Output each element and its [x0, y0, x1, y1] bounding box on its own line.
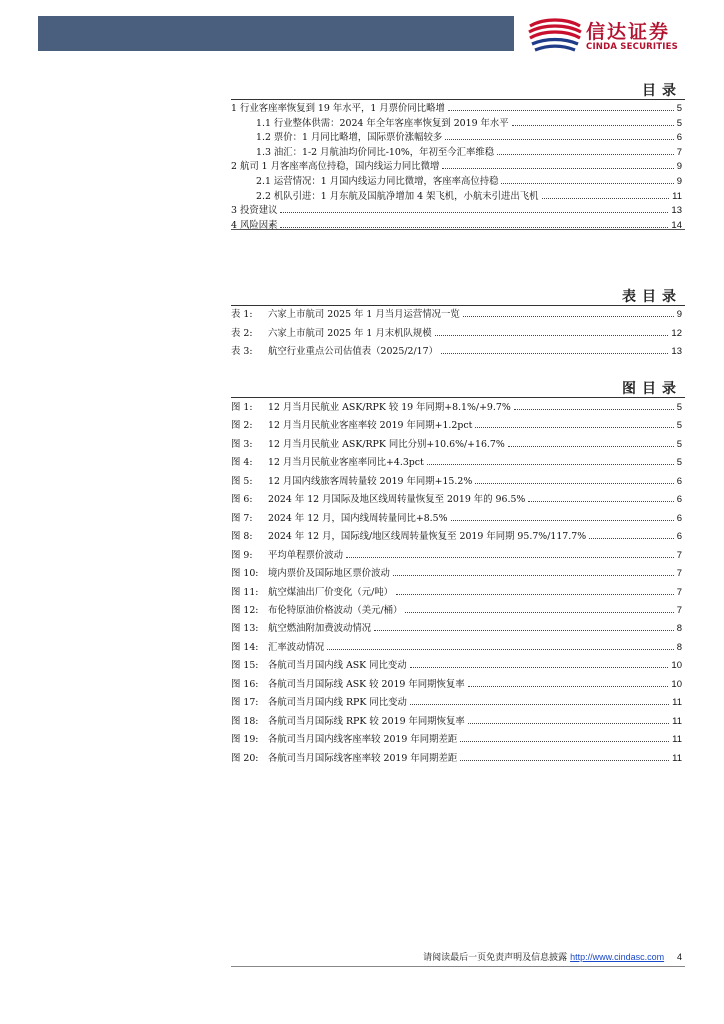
figure-entry[interactable] [231, 547, 682, 563]
toc-leader-dots [442, 159, 673, 169]
figure-entry-page: 7 [676, 549, 682, 561]
table-entry[interactable] [231, 343, 682, 359]
table-entry-number: 表 1: [231, 309, 253, 320]
figure-entry-number: 图 15: [231, 660, 259, 672]
figure-entry-number: 图 7: [231, 512, 253, 524]
figure-entry[interactable] [231, 565, 682, 581]
figure-entry-page: 6 [676, 475, 682, 487]
figure-leader-dots [475, 473, 673, 484]
toc-entry[interactable] [231, 203, 682, 218]
figure-entry[interactable] [231, 694, 682, 710]
figure-leader-dots [374, 620, 674, 631]
figure-leader-dots [528, 491, 673, 502]
footer-disclaimer: 请阅读最后一页免责声明及信息披露 [423, 953, 568, 963]
toc-leader-dots [497, 145, 674, 155]
table-entry-label: 六家上市航司 2025 年 1 月末机队规模 [268, 327, 432, 339]
figure-entry[interactable] [231, 713, 682, 729]
figure-entry-number: 图 18: [231, 715, 259, 727]
figure-entry[interactable] [231, 639, 682, 655]
figure-entry-label: 2024 年 12 月国际及地区线周转量恢复至 2019 年的 96.5% [268, 494, 526, 506]
table-entry-number: 表 3: [231, 346, 253, 357]
table-entry-number: 表 2: [231, 327, 253, 339]
figure-leader-dots [589, 528, 674, 539]
toc-leader-dots [445, 130, 673, 140]
figure-entry-page: 8 [676, 623, 682, 635]
figure-leader-dots [393, 565, 674, 576]
figure-leader-dots [451, 510, 674, 521]
figure-entry-label: 航空煤油出厂价变化（元/吨） [268, 586, 394, 598]
footer-rule [231, 966, 685, 967]
toc-entry-page: 9 [676, 161, 682, 173]
figure-entry-label: 平均单程票价波动 [268, 549, 344, 561]
toc-entry-label: 1 行业客座率恢复到 19 年水平，1 月票价同比略增 [231, 103, 445, 114]
figure-entry-number: 图 9: [231, 549, 253, 561]
toc-entry[interactable] [256, 116, 682, 131]
table-entry-label: 六家上市航司 2025 年 1 月当月运营情况一览 [268, 309, 460, 320]
tables-title: 表目录 [622, 289, 682, 305]
figure-entry[interactable] [231, 750, 682, 766]
toc-entry[interactable] [256, 174, 682, 189]
toc-entry-page: 5 [676, 103, 682, 114]
toc-leader-dots [512, 116, 674, 126]
figure-entry-number: 图 5: [231, 475, 253, 487]
table-entry-label: 航空行业重点公司估值表（2025/2/17） [268, 346, 438, 357]
toc-entry[interactable] [231, 101, 682, 116]
figure-entry-label: 各航司当月国际线 RPK 较 2019 年同期恢复率 [268, 715, 465, 727]
figure-entry-page: 6 [676, 494, 682, 506]
table-entry-page: 13 [671, 346, 682, 357]
figure-entry-label: 2024 年 12 月，国内线周转量同比+8.5% [268, 512, 448, 524]
figure-entry[interactable] [231, 491, 682, 507]
table-entry[interactable] [231, 306, 682, 322]
figure-entry-page: 10 [671, 660, 682, 672]
toc-entry-page: 11 [672, 190, 682, 202]
toc-entry-page: 7 [676, 146, 682, 158]
figure-entry-label: 各航司当月国内线客座率较 2019 年同期差距 [268, 734, 458, 746]
table-entry-page: 12 [671, 327, 682, 339]
toc-entry-label: 2.1 运营情况：1 月国内线运力同比微增，客座率高位持稳 [256, 176, 499, 187]
figure-entry-page: 7 [676, 604, 682, 616]
toc-entry[interactable] [256, 145, 682, 160]
figure-entry-label: 12 月当月民航业 ASK/RPK 较 19 年同期+8.1%/+9.7% [268, 402, 511, 413]
toc-entry-label: 1.2 票价：1 月同比略增，国际票价涨幅较多 [256, 132, 443, 144]
company-logo [526, 16, 706, 56]
figure-entry-number: 图 16: [231, 678, 259, 690]
figure-entry-number: 图 13: [231, 623, 259, 635]
toc-entry-label: 1.3 油汇：1-2 月航油均价同比-10%，年初至今汇率维稳 [256, 146, 495, 158]
figures-title: 图目录 [622, 381, 682, 397]
page-number: 4 [676, 952, 682, 962]
figure-entry-number: 图 17: [231, 697, 259, 709]
figure-entry-page: 8 [676, 641, 682, 653]
toc-entry[interactable] [256, 130, 682, 145]
table-leader-dots [441, 343, 668, 354]
toc-leader-dots [501, 174, 673, 184]
toc-top-rule [231, 99, 685, 100]
toc-entry-page: 5 [676, 117, 682, 129]
toc-entry-label: 4 风险因素 [231, 219, 278, 231]
figure-entry-label: 12 月当月民航业 ASK/RPK 同比分别+10.6%/+16.7% [268, 438, 505, 450]
figure-leader-dots [410, 657, 669, 668]
figure-entry-label: 各航司当月国际线客座率较 2019 年同期差距 [268, 752, 458, 764]
toc-entry[interactable] [231, 159, 682, 174]
toc-entry-label: 2 航司 1 月客座率高位持稳，国内线运力同比微增 [231, 161, 440, 173]
figure-entry-label: 各航司当月国内线 ASK 同比变动 [268, 660, 407, 672]
toc-bottom-rule [231, 229, 685, 230]
figure-entry-page: 10 [671, 678, 682, 690]
figure-entry-number: 图 1: [231, 402, 253, 413]
figure-entry-label: 航空燃油附加费波动情况 [268, 623, 372, 635]
figure-entry[interactable] [231, 510, 682, 526]
figure-entry[interactable] [231, 417, 682, 433]
figure-entry-label: 12 月国内线旅客周转量较 2019 年同期+15.2% [268, 475, 473, 487]
figure-leader-dots [327, 639, 673, 650]
figure-leader-dots [514, 399, 674, 410]
figure-entry[interactable] [231, 584, 682, 600]
toc-entry-page: 6 [676, 132, 682, 144]
figure-entry-page: 7 [676, 586, 682, 598]
toc-title: 目录 [642, 83, 682, 99]
figure-leader-dots [405, 602, 673, 613]
figure-entry-label: 12 月当月民航业客座率较 2019 年同期+1.2pct [268, 420, 473, 432]
figure-entry-number: 图 12: [231, 604, 259, 616]
figure-entry[interactable] [231, 620, 682, 636]
figure-entry-page: 5 [676, 402, 682, 413]
figure-leader-dots [475, 417, 673, 428]
page-footer [423, 950, 682, 963]
figure-entry-page: 11 [672, 734, 682, 746]
figure-leader-dots [410, 694, 669, 705]
toc-entry-page: 13 [671, 205, 682, 217]
figure-entry-page: 11 [672, 697, 682, 709]
figure-entry-number: 图 3: [231, 438, 253, 450]
figure-entry-page: 11 [672, 752, 682, 764]
toc-entry[interactable] [231, 218, 682, 233]
figure-entry[interactable] [231, 473, 682, 489]
figure-entry[interactable] [231, 399, 682, 415]
figure-entry-label: 布伦特原油价格波动（美元/桶） [268, 604, 403, 616]
toc-leader-dots [448, 101, 674, 111]
toc-entry[interactable] [256, 189, 682, 204]
figure-leader-dots [396, 584, 674, 595]
toc-entry-label: 2.2 机队引进：1 月东航及国航净增加 4 架飞机，小航未引进出飞机 [256, 190, 539, 202]
toc-leader-dots [280, 218, 668, 228]
logo-english-name: CINDA SECURITIES [586, 42, 678, 52]
figure-entry-page: 5 [676, 438, 682, 450]
figure-entry-number: 图 11: [231, 586, 259, 598]
figure-entry-label: 境内票价及国际地区票价波动 [268, 568, 390, 580]
table-leader-dots [463, 306, 674, 317]
header-band [38, 16, 514, 51]
toc-entry-label: 1.1 行业整体供需：2024 年全年客座率恢复到 2019 年水平 [256, 117, 509, 129]
figure-entry[interactable] [231, 454, 682, 470]
figure-entry[interactable] [231, 602, 682, 618]
figure-leader-dots [508, 436, 674, 447]
figure-entry-page: 7 [676, 568, 682, 580]
figure-entry-label: 12 月当月民航业客座率同比+4.3pct [268, 457, 424, 469]
figure-entry-page: 5 [676, 420, 682, 432]
figure-entry-number: 图 10: [231, 568, 259, 580]
figure-leader-dots [468, 676, 669, 687]
toc-entry-page: 9 [676, 176, 682, 187]
table-entry-page: 9 [676, 309, 682, 320]
figure-entry-label: 各航司当月国际线 ASK 较 2019 年同期恢复率 [268, 678, 465, 690]
figure-entry-number: 图 2: [231, 420, 253, 432]
toc-entry-label: 3 投资建议 [231, 205, 278, 217]
figure-entry-label: 汇率波动情况 [268, 641, 325, 653]
table-leader-dots [435, 325, 669, 336]
figure-leader-dots [427, 454, 674, 465]
figure-entry-page: 6 [676, 512, 682, 524]
toc-leader-dots [542, 189, 670, 199]
toc-leader-dots [280, 203, 668, 213]
figure-entry-label: 各航司当月国内线 RPK 同比变动 [268, 697, 407, 709]
figure-leader-dots [460, 750, 669, 761]
figure-entry-number: 图 19: [231, 734, 259, 746]
figure-entry-page: 11 [672, 715, 682, 727]
figure-entry-number: 图 14: [231, 641, 259, 653]
figure-entry-number: 图 4: [231, 457, 253, 469]
figures-top-rule [231, 397, 685, 398]
figure-entry[interactable] [231, 528, 682, 544]
figure-entry-number: 图 8: [231, 531, 253, 543]
cinda-logo-icon [526, 16, 582, 56]
figure-entry-page: 6 [676, 531, 682, 543]
toc-entry-page: 14 [671, 219, 682, 231]
figure-entry-number: 图 20: [231, 752, 259, 764]
figure-leader-dots [460, 731, 669, 742]
figure-entry[interactable] [231, 657, 682, 673]
figure-entry-page: 5 [676, 457, 682, 469]
figure-entry-number: 图 6: [231, 494, 253, 506]
figure-entry-label: 2024 年 12 月，国际线/地区线周转量恢复至 2019 年同期 95.7%/117.7% [268, 531, 587, 543]
figure-entry[interactable] [231, 436, 682, 452]
table-entry[interactable] [231, 325, 682, 341]
figure-leader-dots [346, 547, 674, 558]
figure-entry[interactable] [231, 676, 682, 692]
figure-leader-dots [468, 713, 669, 724]
logo-chinese-name: 信达证券 [586, 21, 671, 43]
footer-website-link[interactable]: http://www.cindasc.com [570, 952, 665, 962]
figure-entry[interactable] [231, 731, 682, 747]
